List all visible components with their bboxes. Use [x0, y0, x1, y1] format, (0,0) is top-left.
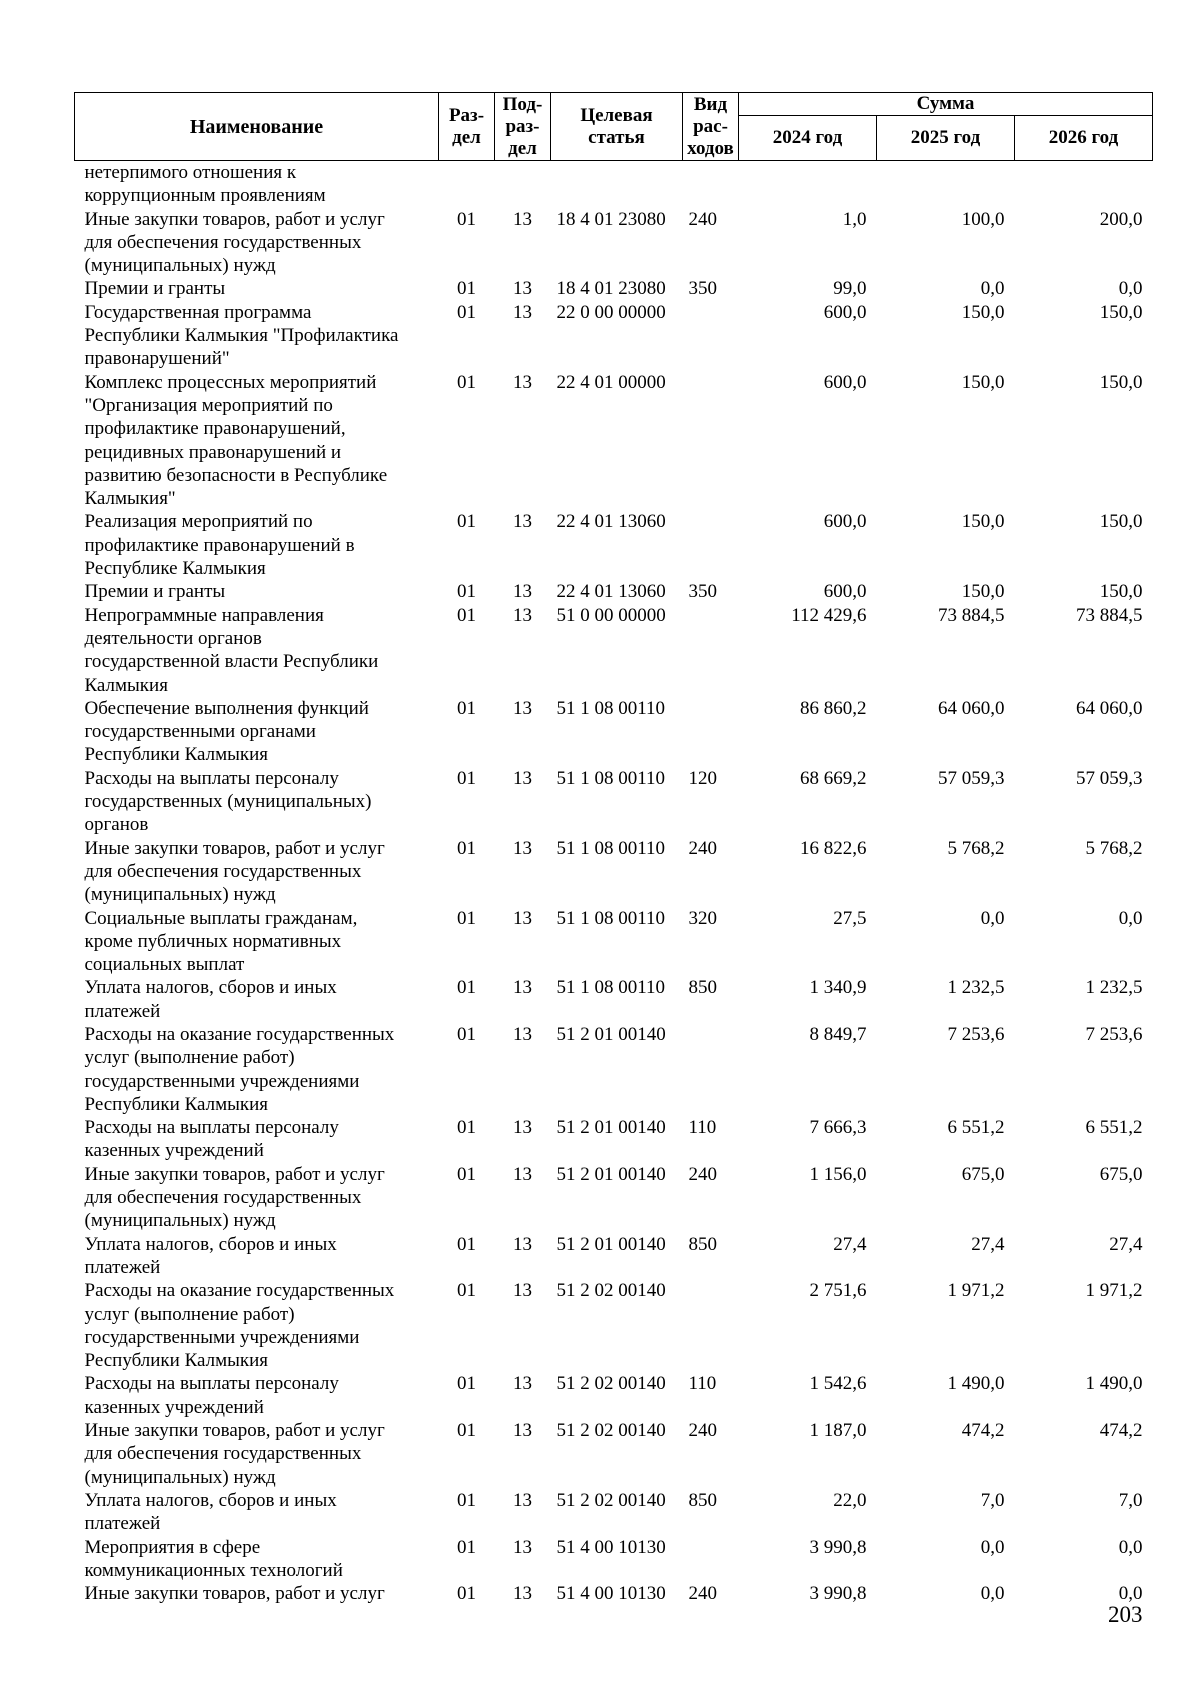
row-vid: [683, 161, 739, 208]
row-vid: 320: [688, 907, 717, 929]
row-sum-2026: 7,0: [1118, 1489, 1143, 1511]
row-vid: 240: [688, 837, 717, 859]
row-razdel: 01: [457, 1280, 476, 1302]
header-celevaya-text: Целевая статья: [580, 104, 653, 148]
row-sum-2024: 1 542,6: [809, 1373, 867, 1395]
row-celevaya: 51 1 08 00110: [556, 697, 666, 719]
table-row: [75, 1372, 1153, 1419]
row-podrazdel: 13: [513, 1536, 532, 1558]
table-row: [75, 907, 1153, 977]
row-sum-2024: 600,0: [823, 581, 867, 603]
row-podrazdel: 13: [513, 1489, 532, 1511]
row-razdel: 01: [457, 1583, 476, 1605]
header-name: Наименование: [75, 93, 439, 161]
row-name: Социальные выплаты гражданам, кроме публичных нормативных социальных выплат: [84, 907, 358, 976]
row-celevaya: 51 2 01 00140: [556, 1233, 666, 1255]
row-razdel: 01: [457, 1023, 476, 1045]
row-vid: [683, 1023, 739, 1116]
row-sum-2025: 150,0: [961, 371, 1005, 393]
header-celevaya: [551, 93, 683, 161]
table-row: [75, 1279, 1153, 1372]
row-celevaya: 51 2 01 00140: [556, 1117, 666, 1139]
row-name: Реализация мероприятий по профилактике правонарушений в Республике Калмыкия: [84, 511, 355, 580]
row-podrazdel: 13: [513, 1583, 532, 1605]
table-row: [75, 837, 1153, 907]
row-sum-2025: 150,0: [961, 581, 1005, 603]
row-celevaya: 51 1 08 00110: [556, 977, 666, 999]
row-vid: [683, 1536, 739, 1583]
table-row: [75, 1582, 1153, 1605]
row-sum-2025: 675,0: [961, 1163, 1005, 1185]
row-sum-2024: 1,0: [842, 208, 867, 230]
row-sum-2026: 1 971,2: [1085, 1280, 1143, 1302]
row-podrazdel: 13: [513, 837, 532, 859]
table-row: [75, 976, 1153, 1023]
row-sum-2024: 27,5: [833, 907, 867, 929]
row-sum-2026: 675,0: [1099, 1163, 1143, 1185]
row-sum-2025: 0,0: [980, 278, 1005, 300]
row-razdel: 01: [457, 1373, 476, 1395]
row-razdel: 01: [457, 208, 476, 230]
row-celevaya: 51 2 02 00140: [556, 1489, 666, 1511]
table-row: [75, 1233, 1153, 1280]
row-name: Премии и гранты: [84, 278, 226, 300]
row-podrazdel: 13: [513, 511, 532, 533]
header-year-2024: 2024 год: [739, 116, 877, 161]
row-sum-2024: [739, 161, 877, 208]
row-celevaya: [551, 161, 683, 208]
row-sum-2026: 474,2: [1099, 1420, 1143, 1442]
row-name: Расходы на выплаты персоналу казенных учреждений: [84, 1373, 339, 1418]
row-celevaya: 18 4 01 23080: [556, 278, 666, 300]
row-name: Премии и гранты: [84, 581, 226, 603]
row-podrazdel: 13: [513, 581, 532, 603]
row-razdel: [439, 161, 495, 208]
row-podrazdel: 13: [513, 208, 532, 230]
row-razdel: 01: [457, 1117, 476, 1139]
row-celevaya: 51 1 08 00110: [556, 837, 666, 859]
row-razdel: 01: [457, 604, 476, 626]
row-sum-2024: 22,0: [833, 1489, 867, 1511]
row-name: Расходы на выплаты персоналу казенных учреждений: [84, 1117, 339, 1162]
row-celevaya: 51 2 01 00140: [556, 1023, 666, 1045]
row-razdel: 01: [457, 1536, 476, 1558]
row-name: Уплата налогов, сборов и иных платежей: [84, 1489, 337, 1535]
row-name: Расходы на выплаты персоналу государственных (муниципальных) органов: [84, 767, 372, 836]
row-sum-2025: 100,0: [961, 208, 1005, 230]
row-sum-2025: 6 551,2: [947, 1117, 1005, 1139]
table-row: [75, 767, 1153, 837]
row-sum-2024: 1 156,0: [809, 1163, 867, 1185]
header-summa: Сумма: [739, 93, 1153, 116]
row-razdel: 01: [457, 1420, 476, 1442]
row-razdel: 01: [457, 1489, 476, 1511]
row-podrazdel: 13: [513, 977, 532, 999]
row-sum-2025: 5 768,2: [947, 837, 1005, 859]
row-celevaya: 22 4 01 13060: [556, 581, 666, 603]
row-vid: 110: [688, 1373, 717, 1395]
row-sum-2026: 0,0: [1118, 1536, 1143, 1558]
row-sum-2026: 27,4: [1109, 1233, 1143, 1255]
row-name: Комплекс процессных мероприятий "Организация мероприятий по профилактике правонарушений, рецидивных правонарушений и развитию безопасности в Республике Калмыкия": [84, 371, 388, 510]
row-razdel: 01: [457, 1163, 476, 1185]
row-sum-2026: 150,0: [1099, 301, 1143, 323]
row-podrazdel: 13: [513, 1373, 532, 1395]
row-vid: 350: [688, 581, 717, 603]
row-podrazdel: 13: [513, 604, 532, 626]
row-vid: 240: [688, 1420, 717, 1442]
row-sum-2025: 73 884,5: [938, 604, 1005, 626]
row-podrazdel: 13: [513, 1280, 532, 1302]
row-sum-2026: 150,0: [1099, 371, 1143, 393]
row-name: Расходы на оказание государственных услуг (выполнение работ) государственными учреждениями Республики Калмыкия: [84, 1023, 395, 1115]
row-celevaya: 51 2 02 00140: [556, 1373, 666, 1395]
row-vid: [683, 371, 739, 511]
row-sum-2025: 1 971,2: [947, 1280, 1005, 1302]
row-sum-2025: 27,4: [971, 1233, 1005, 1255]
row-sum-2025: 7 253,6: [947, 1023, 1005, 1045]
row-name: Уплата налогов, сборов и иных платежей: [84, 1233, 337, 1278]
row-celevaya: 51 2 02 00140: [556, 1280, 666, 1302]
row-sum-2024: 16 822,6: [800, 837, 867, 859]
table-row: [75, 604, 1153, 697]
row-sum-2024: 600,0: [823, 371, 867, 393]
row-sum-2024: 7 666,3: [809, 1117, 867, 1139]
header-year-2026: 2026 год: [1015, 116, 1153, 161]
table-row: [75, 301, 1153, 371]
row-razdel: 01: [457, 697, 476, 719]
row-name: Уплата налогов, сборов и иных платежей: [84, 977, 337, 1022]
row-sum-2025: 150,0: [961, 511, 1005, 533]
row-sum-2024: 1 187,0: [809, 1420, 867, 1442]
row-razdel: 01: [457, 371, 476, 393]
row-podrazdel: 13: [513, 1117, 532, 1139]
row-vid: 120: [688, 767, 717, 789]
row-sum-2024: 3 990,8: [809, 1536, 867, 1558]
row-vid: [683, 1279, 739, 1372]
row-name: Государственная программа Республики Калмыкия "Профилактика правонарушений": [84, 301, 399, 370]
row-vid: 240: [688, 1163, 717, 1185]
row-sum-2024: 3 990,8: [809, 1583, 867, 1605]
row-vid: [683, 301, 739, 371]
row-celevaya: 51 1 08 00110: [556, 767, 666, 789]
row-name: Непрограммные направления деятельности органов государственной власти Республики Калмыкия: [84, 604, 379, 696]
row-sum-2026: 0,0: [1118, 907, 1143, 929]
row-razdel: 01: [457, 837, 476, 859]
row-sum-2024: 86 860,2: [800, 697, 867, 719]
row-razdel: 01: [457, 1233, 476, 1255]
row-razdel: 01: [457, 977, 476, 999]
row-name: нетерпимого отношения к коррупционным проявлениям: [84, 162, 326, 207]
row-sum-2026: 0,0: [1118, 1583, 1143, 1605]
row-sum-2025: 64 060,0: [938, 697, 1005, 719]
table-row: [75, 371, 1153, 511]
table-body: [75, 161, 1153, 1606]
row-vid: [683, 604, 739, 697]
row-vid: 850: [688, 977, 717, 999]
table-row: [75, 1163, 1153, 1233]
row-sum-2026: 1 490,0: [1085, 1373, 1143, 1395]
row-podrazdel: 13: [513, 767, 532, 789]
row-razdel: 01: [457, 767, 476, 789]
row-celevaya: 22 4 01 13060: [556, 511, 666, 533]
header-vid: [683, 93, 739, 161]
row-celevaya: 22 4 01 00000: [556, 371, 666, 393]
row-sum-2026: 0,0: [1118, 278, 1143, 300]
row-celevaya: 22 0 00 00000: [556, 301, 666, 323]
row-podrazdel: 13: [513, 1420, 532, 1442]
row-celevaya: 51 4 00 10130: [556, 1583, 666, 1605]
row-vid: 110: [688, 1117, 717, 1139]
row-name: Обеспечение выполнения функций государственными органами Республики Калмыкия: [84, 697, 369, 766]
row-sum-2024: 112 429,6: [791, 604, 867, 626]
row-sum-2025: 1 232,5: [947, 977, 1005, 999]
row-sum-2025: 7,0: [980, 1489, 1005, 1511]
row-sum-2025: 150,0: [961, 301, 1005, 323]
row-sum-2026: 64 060,0: [1076, 697, 1143, 719]
row-celevaya: 51 2 02 00140: [556, 1420, 666, 1442]
row-name: Иные закупки товаров, работ и услуг: [84, 1583, 385, 1605]
header-year-2025: 2025 год: [877, 116, 1015, 161]
row-razdel: 01: [457, 301, 476, 323]
row-podrazdel: 13: [513, 301, 532, 323]
row-podrazdel: 13: [513, 1233, 532, 1255]
table-row: [75, 1116, 1153, 1163]
header-podrazdel-text: Под- раз- дел: [502, 93, 543, 159]
table-row: [75, 1023, 1153, 1116]
row-podrazdel: [495, 161, 551, 208]
row-celevaya: 18 4 01 23080: [556, 208, 666, 230]
row-sum-2025: 0,0: [980, 1536, 1005, 1558]
row-name: Расходы на оказание государственных услуг (выполнение работ) государственными учреждениями Республики Калмыкия: [84, 1280, 395, 1372]
row-name: Иные закупки товаров, работ и услуг для обеспечения государственных (муниципальных) нужд: [84, 1163, 385, 1232]
header-vid-text: Вид рас- ходов: [687, 93, 734, 159]
row-sum-2024: 1 340,9: [809, 977, 867, 999]
row-name: Мероприятия в сфере коммуникационных технологий: [84, 1536, 343, 1581]
table-row: [75, 580, 1153, 603]
row-vid: 350: [688, 278, 717, 300]
row-podrazdel: 13: [513, 697, 532, 719]
row-vid: 240: [688, 208, 717, 230]
row-celevaya: 51 1 08 00110: [556, 907, 666, 929]
row-sum-2026: 57 059,3: [1076, 767, 1143, 789]
row-celevaya: 51 2 01 00140: [556, 1163, 666, 1185]
table-row: [75, 510, 1153, 580]
row-podrazdel: 13: [513, 371, 532, 393]
row-sum-2026: 150,0: [1099, 581, 1143, 603]
header-podrazdel: [495, 93, 551, 161]
header-razdel: [439, 93, 495, 161]
row-sum-2025: 0,0: [980, 907, 1005, 929]
row-sum-2024: 600,0: [823, 301, 867, 323]
row-sum-2025: 474,2: [961, 1420, 1005, 1442]
row-sum-2024: 68 669,2: [800, 767, 867, 789]
row-celevaya: 51 0 00 00000: [556, 604, 666, 626]
row-sum-2025: 0,0: [980, 1583, 1005, 1605]
row-name: Иные закупки товаров, работ и услуг для обеспечения государственных (муниципальных) нужд: [84, 837, 385, 906]
header-razdel-text: Раз- дел: [448, 104, 485, 148]
table-row: [75, 161, 1153, 208]
row-sum-2024: 2 751,6: [809, 1280, 867, 1302]
row-razdel: 01: [457, 907, 476, 929]
row-sum-2026: 5 768,2: [1085, 837, 1143, 859]
row-vid: 850: [688, 1233, 717, 1255]
page-number: 203: [1108, 1602, 1143, 1627]
row-sum-2026: 73 884,5: [1076, 604, 1143, 626]
row-vid: [683, 697, 739, 767]
table-row: [75, 1536, 1153, 1583]
row-podrazdel: 13: [513, 278, 532, 300]
row-razdel: 01: [457, 511, 476, 533]
row-sum-2024: 27,4: [833, 1233, 867, 1255]
table-row: [75, 277, 1153, 300]
row-name: Иные закупки товаров, работ и услуг для обеспечения государственных (муниципальных) нужд: [84, 208, 385, 277]
row-sum-2026: 1 232,5: [1085, 977, 1143, 999]
row-sum-2024: 600,0: [823, 511, 867, 533]
row-sum-2025: 1 490,0: [947, 1373, 1005, 1395]
row-sum-2026: 6 551,2: [1085, 1117, 1143, 1139]
row-vid: 240: [688, 1583, 717, 1605]
table-row: [75, 1489, 1153, 1536]
table-row: [75, 697, 1153, 767]
row-sum-2024: 8 849,7: [809, 1023, 867, 1045]
row-sum-2026: 200,0: [1099, 208, 1143, 230]
row-razdel: 01: [457, 581, 476, 603]
row-sum-2026: [1015, 161, 1153, 208]
table-row: [75, 1419, 1153, 1489]
row-podrazdel: 13: [513, 1163, 532, 1185]
row-celevaya: 51 4 00 10130: [556, 1536, 666, 1558]
row-sum-2025: 57 059,3: [938, 767, 1005, 789]
row-podrazdel: 13: [513, 907, 532, 929]
row-name: Иные закупки товаров, работ и услуг для обеспечения государственных (муниципальных) нужд: [84, 1420, 385, 1488]
row-vid: [683, 510, 739, 580]
row-podrazdel: 13: [513, 1023, 532, 1045]
row-vid: 850: [688, 1489, 717, 1511]
row-sum-2026: 150,0: [1099, 511, 1143, 533]
budget-table: [74, 92, 1153, 1605]
row-sum-2024: 99,0: [833, 278, 867, 300]
row-sum-2026: 7 253,6: [1085, 1023, 1143, 1045]
table-header: [75, 93, 1153, 161]
row-sum-2025: [877, 161, 1015, 208]
table-row: [75, 208, 1153, 278]
row-razdel: 01: [457, 278, 476, 300]
